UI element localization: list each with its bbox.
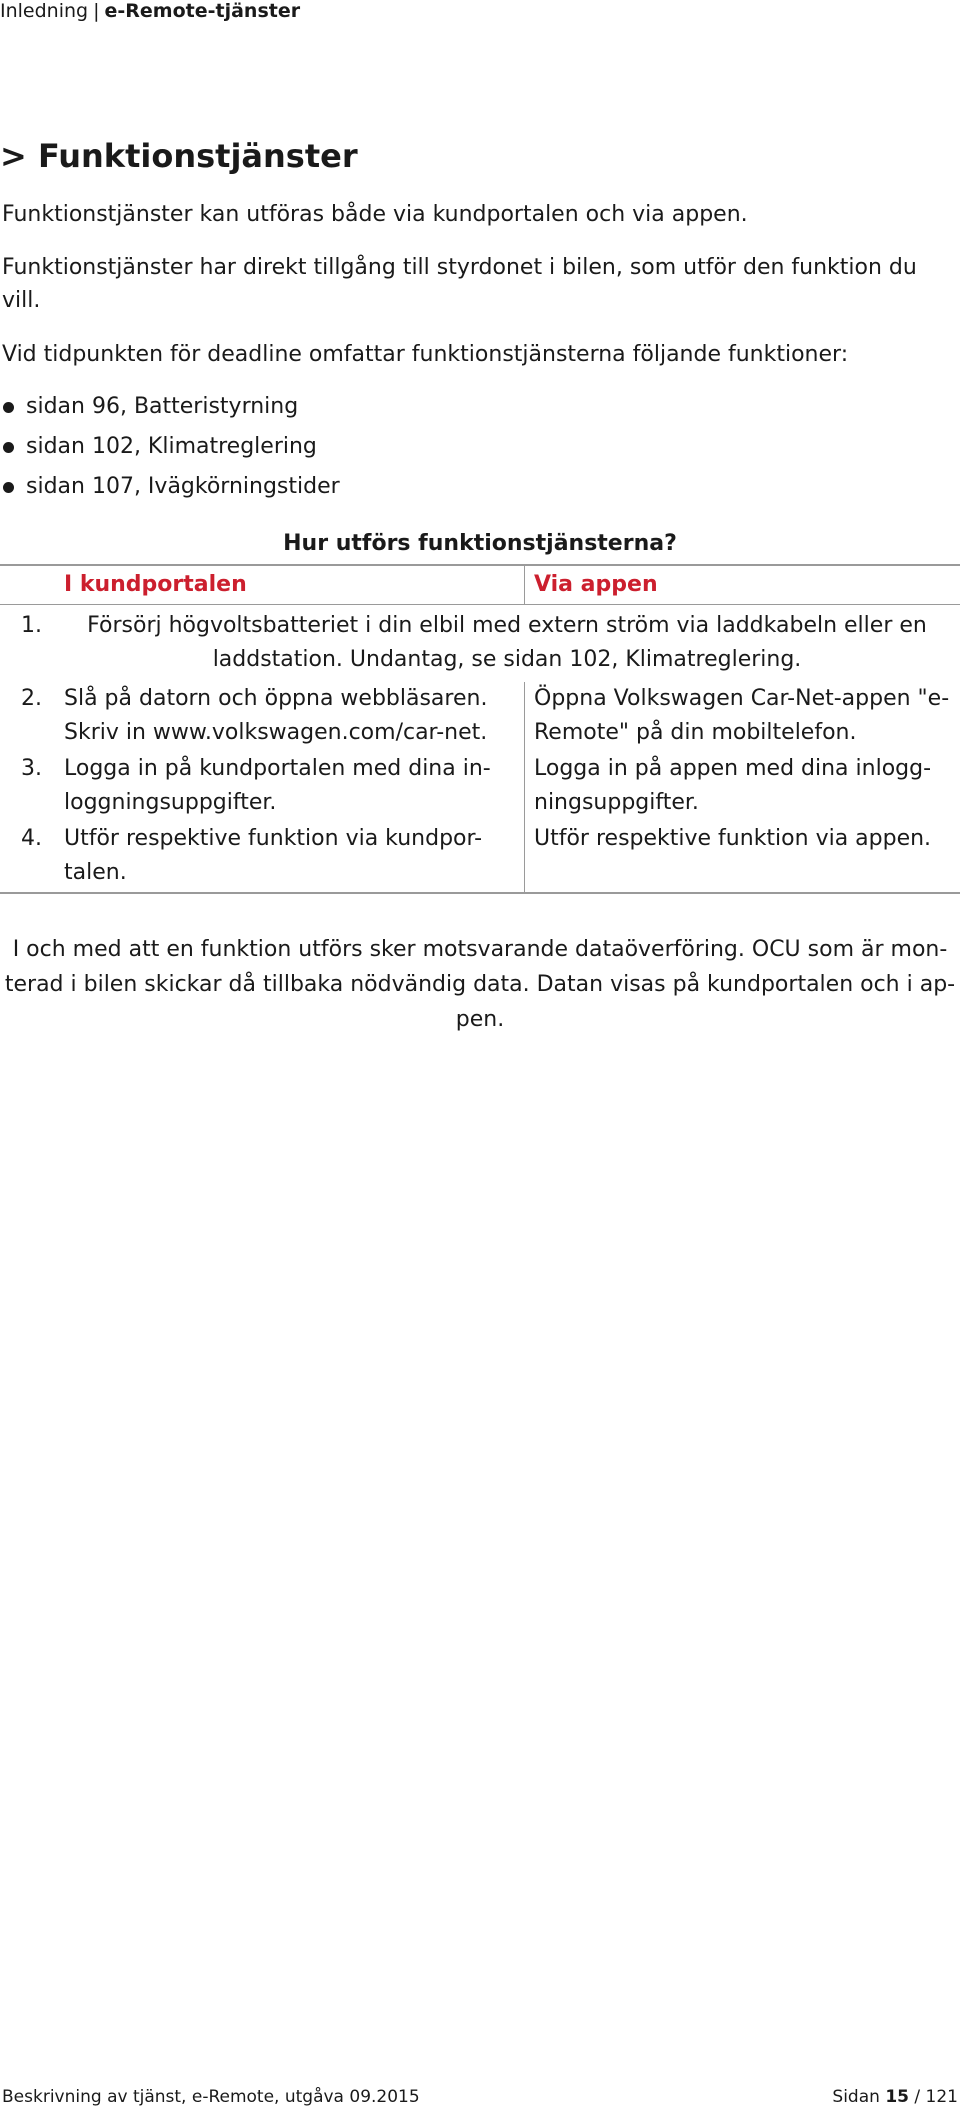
step-number: 2. <box>21 686 42 711</box>
step-app: Öppna Volkswagen Car-Net-appen "e-Remote" på din mobiltelefon. <box>534 686 950 745</box>
section-heading: > Funktionstjänster <box>0 137 358 175</box>
bullet-icon <box>3 442 14 453</box>
header-separator: | <box>93 0 100 22</box>
page-label: Sidan <box>832 2087 880 2107</box>
table-row <box>0 605 960 683</box>
paragraph-deadline: Vid tidpunkten för deadline omfattar funktionstjänsterna följande funktioner: <box>2 342 849 367</box>
step-number: 1. <box>21 613 42 638</box>
function-list <box>0 387 340 507</box>
list-item <box>0 467 340 507</box>
table-row <box>0 682 960 752</box>
paragraph-access: Funktionstjänster har direkt tillgång till styrdonet i bilen, som utför den funktion du vill. <box>2 255 917 313</box>
page-header <box>0 0 300 22</box>
data-transfer-note: I och med att en funktion utförs sker motsvarande dataöverföring. OCU som är mon-terad i bilen skickar då tillbaka nödvändig data. Datan visas på kundportalen och i ap-pen. <box>4 937 956 1032</box>
table-row <box>0 822 960 893</box>
list-item-link[interactable]: sidan 107, Ivägkörningstider <box>26 474 340 499</box>
bullet-icon <box>3 402 14 413</box>
bullet-icon <box>3 482 14 493</box>
footer-document-title: Beskrivning av tjänst, e-Remote, utgåva 09.2015 <box>2 2087 420 2107</box>
step-portal: Slå på datorn och öppna webbläsaren. Skriv in www.volkswagen.com/car-net. <box>54 682 525 752</box>
list-item-link[interactable]: sidan 102, Klimatreglering <box>26 434 317 459</box>
step-number: 4. <box>0 822 54 893</box>
paragraph-intro: Funktionstjänster kan utföras både via kundportalen och via appen. <box>2 202 748 227</box>
list-item <box>0 387 340 427</box>
step-app: Logga in på appen med dina inlogg-ningsuppgifter. <box>534 756 932 815</box>
page-total: 121 <box>925 2087 958 2107</box>
step-portal: Logga in på kundportalen med dina in-loggningsuppgifter. <box>54 752 525 822</box>
step-number: 3. <box>21 756 42 781</box>
header-num-cell <box>0 565 54 605</box>
step-portal: Utför respektive funktion via kundpor-talen. <box>54 822 525 893</box>
step-app: Utför respektive funktion via appen. <box>525 822 960 893</box>
step-text-full: Försörj högvoltsbatteriet i din elbil med extern ström via laddkabeln eller en laddstation. Undantag, se sidan 102, Klimatreglering. <box>87 613 927 672</box>
footer-page-number <box>832 2087 958 2107</box>
column-header-portal: I kundportalen <box>54 565 525 605</box>
list-item <box>0 427 340 467</box>
functions-table <box>0 524 960 894</box>
column-header-app: Via appen <box>525 565 960 605</box>
header-section: Inledning <box>0 0 89 22</box>
table-row <box>0 752 960 822</box>
table-caption-row <box>0 524 960 565</box>
header-chapter: e-Remote-tjänster <box>104 0 301 22</box>
table-header-row <box>0 565 960 605</box>
list-item-link[interactable]: sidan 96, Batteristyrning <box>26 394 299 419</box>
page-current: 15 <box>885 2087 909 2107</box>
page-separator: / <box>914 2087 921 2107</box>
table-caption: Hur utförs funktionstjänsterna? <box>0 524 960 565</box>
